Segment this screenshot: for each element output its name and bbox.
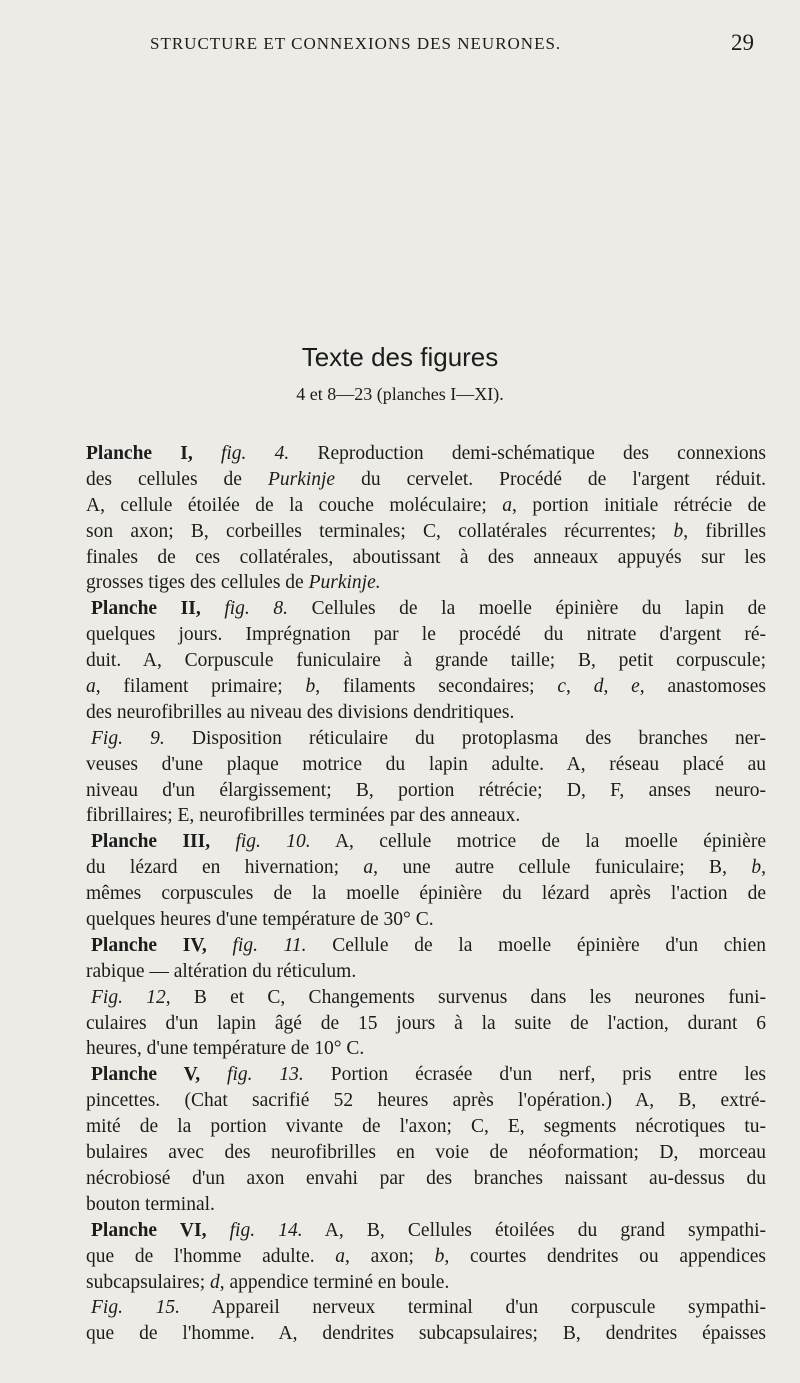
text-segment: a — [363, 857, 374, 879]
text-line — [86, 1295, 766, 1321]
text-segment: Planche V, — [91, 1064, 228, 1086]
text-segment: fig. 13. — [227, 1064, 304, 1086]
text-segment: fig. 11. — [232, 934, 307, 956]
section-subheading: 4 et 8—23 (planches I—XI). — [296, 384, 504, 404]
text-segment: Planche IV, — [91, 934, 233, 956]
text-line — [86, 881, 766, 907]
text-segment: b — [673, 520, 684, 542]
text-segment: son axon; B, corbeilles terminales; C, collatérales récurrentes; — [86, 520, 674, 542]
text-line — [86, 933, 766, 959]
text-segment: , — [566, 676, 594, 698]
figure-captions-text — [86, 441, 766, 1347]
text-line — [86, 441, 766, 467]
text-line — [86, 1270, 766, 1296]
text-line — [86, 1321, 766, 1347]
text-line — [86, 1166, 766, 1192]
running-head-title: STRUCTURE ET CONNEXIONS DES NEURONES. — [150, 34, 562, 53]
text-line — [86, 1062, 766, 1088]
text-segment: , courtes dendrites ou appendices — [444, 1245, 766, 1267]
text-line — [86, 1218, 766, 1244]
text-segment: Portion écrasée d'un nerf, pris entre les — [303, 1064, 766, 1086]
text-segment: , filaments secondaires; — [315, 676, 558, 698]
text-line — [86, 519, 766, 545]
text-segment: Planche III, — [91, 831, 236, 853]
text-line — [86, 545, 766, 571]
text-line — [86, 829, 766, 855]
text-line — [86, 959, 766, 985]
text-line — [86, 907, 766, 933]
text-segment: que de l'homme. A, dendrites subcapsulaires; B, dendrites épaisses — [86, 1323, 766, 1345]
text-segment: du cervelet. Procédé de l'argent réduit. — [335, 468, 766, 490]
text-segment: quelques heures d'une température de 30° C. — [86, 909, 434, 931]
text-segment: culaires d'un lapin âgé de 15 jours à la suite de l'action, durant 6 — [86, 1012, 766, 1034]
text-segment: duit. A, Corpuscule funiculaire à grande taille; B, petit corpuscule; — [86, 650, 766, 672]
text-segment: , anastomoses — [639, 676, 767, 698]
text-segment: Fig. 15. — [91, 1297, 180, 1319]
text-line — [86, 1244, 766, 1270]
text-segment: , filament primaire; — [95, 676, 306, 698]
text-segment: bulaires avec des neurofibrilles en voie de néoformation; D, morceau — [86, 1142, 766, 1164]
text-segment: d — [593, 676, 604, 698]
text-segment: A, cellule étoilée de la couche moléculaire; — [86, 494, 503, 516]
text-segment: Planche I, — [86, 443, 221, 464]
text-segment: a — [86, 676, 96, 698]
text-segment: e — [631, 676, 640, 698]
text-segment: Cellule de la moelle épinière d'un chien — [306, 934, 766, 956]
text-segment: heures, d'une température de 10° C. — [86, 1038, 365, 1060]
text-segment: Purkinje — [267, 468, 336, 490]
text-segment: Purkinje. — [308, 572, 381, 594]
text-line — [86, 1140, 766, 1166]
text-segment: A, B, Cellules étoilées du grand sympathi- — [302, 1219, 766, 1241]
text-line — [86, 1036, 766, 1062]
text-segment: mité de la portion vivante de l'axon; C, E, segments nécrotiques tu- — [86, 1116, 766, 1138]
text-segment: mêmes corpuscules de la moelle épinière du lézard après l'action de — [86, 883, 766, 905]
text-line — [86, 674, 766, 700]
running-head — [0, 30, 800, 60]
text-segment: pincettes. (Chat sacrifié 52 heures après l'opération.) A, B, extré- — [86, 1090, 766, 1112]
text-segment: , B et C, Changements survenus dans les neurones funi- — [165, 986, 766, 1008]
text-segment: b — [305, 676, 316, 698]
text-segment: des neurofibrilles au niveau des divisions dendritiques. — [86, 701, 515, 723]
text-line — [86, 803, 766, 829]
text-segment: fibrillaires; E, neurofibrilles terminées par des anneaux. — [86, 805, 521, 827]
text-segment: fig. 14. — [229, 1219, 303, 1241]
text-segment: fig. 8. — [224, 598, 289, 620]
text-segment: Planche VI, — [91, 1219, 230, 1241]
text-segment: a — [335, 1245, 346, 1267]
text-segment: , une autre cellule funiculaire; B, — [373, 857, 752, 879]
text-line — [86, 778, 766, 804]
text-line — [86, 1192, 766, 1218]
text-line — [86, 726, 766, 752]
text-segment: d — [210, 1271, 220, 1293]
text-segment: bouton terminal. — [86, 1193, 215, 1215]
text-segment: b — [434, 1245, 445, 1267]
text-line — [86, 700, 766, 726]
text-segment: , — [603, 676, 632, 698]
text-line — [86, 855, 766, 881]
text-segment: c — [557, 676, 567, 698]
text-segment: Planche II, — [91, 598, 225, 620]
text-segment: Reproduction demi-schématique des connexions — [289, 443, 766, 464]
text-segment: du lézard en hivernation; — [86, 857, 364, 879]
text-segment: Cellules de la moelle épinière du lapin de — [288, 598, 767, 620]
text-segment: grosses tiges des cellules de — [86, 572, 309, 594]
text-line — [86, 1114, 766, 1140]
text-segment: a — [502, 494, 512, 516]
text-segment: fig. 4. — [220, 443, 290, 464]
text-segment: , axon; — [345, 1245, 435, 1267]
text-segment: , portion initiale rétrécie de — [511, 494, 767, 516]
text-line — [86, 1011, 766, 1037]
section-heading: Texte des figures — [301, 342, 499, 372]
text-line — [86, 570, 766, 596]
text-segment: que de l'homme adulte. — [86, 1245, 336, 1267]
text-segment: Appareil nerveux terminal d'un corpuscule sympathi- — [179, 1297, 766, 1319]
text-segment: nécrobiosé d'un axon envahi par des branches naissant au-dessus du — [86, 1167, 766, 1189]
text-segment: Disposition réticulaire du protoplasma des branches ner- — [164, 727, 766, 749]
text-segment: b — [751, 857, 762, 879]
text-line — [86, 596, 766, 622]
text-line — [86, 493, 766, 519]
text-segment: niveau d'un élargissement; B, portion rétrécie; D, F, anses neuro- — [86, 779, 766, 801]
text-segment: subcapsulaires; — [86, 1271, 211, 1293]
text-segment: des cellules de — [86, 468, 268, 490]
text-line — [86, 752, 766, 778]
text-segment: quelques jours. Imprégnation par le procédé du nitrate d'argent ré- — [86, 624, 766, 646]
text-segment: Fig. 12 — [91, 986, 166, 1008]
text-segment: rabique — altération du réticulum. — [86, 960, 357, 982]
text-segment: finales de ces collatérales, aboutissant à des anneaux appuyés sur les — [86, 546, 766, 568]
text-line — [86, 985, 766, 1011]
text-segment: A, cellule motrice de la moelle épinière — [310, 831, 766, 853]
text-segment: , — [761, 857, 766, 879]
text-line — [86, 1088, 766, 1114]
text-line — [86, 648, 766, 674]
text-segment: , fibrilles — [683, 520, 767, 542]
page-number: 29 — [731, 30, 754, 55]
text-segment: , appendice terminé en boule. — [219, 1271, 450, 1293]
text-segment: Fig. 9. — [91, 727, 165, 749]
text-line — [86, 467, 766, 493]
text-segment: veuses d'une plaque motrice du lapin adulte. A, réseau placé au — [86, 753, 766, 775]
text-segment: fig. 10. — [235, 831, 311, 853]
text-line — [86, 622, 766, 648]
